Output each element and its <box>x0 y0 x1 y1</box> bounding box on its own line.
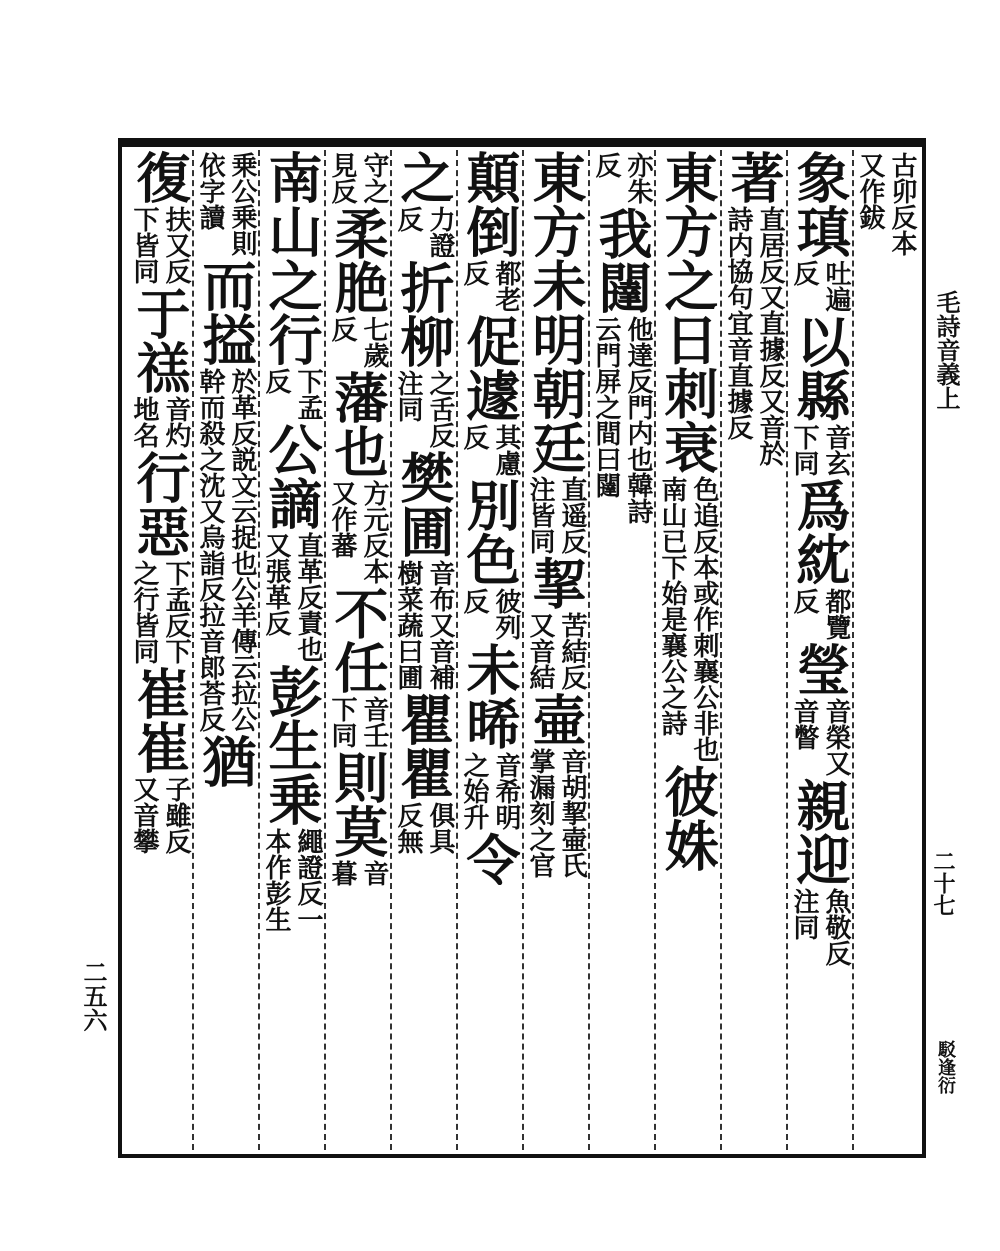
annotation-line: 下孟 <box>293 368 323 420</box>
headword: 未晞 <box>458 642 522 750</box>
annotation-line: 之始升 <box>459 752 489 830</box>
annotation-line: 下同 <box>327 696 357 748</box>
text-column <box>522 150 590 1150</box>
annotation-line: 掌漏刻之官 <box>525 748 555 878</box>
headword: 以縣 <box>788 314 852 422</box>
annotation-line: 下孟反下 <box>161 560 191 664</box>
annotation-line: 苦結反 <box>557 612 587 690</box>
annotation-line: 亦朱 <box>623 152 653 204</box>
running-header <box>926 150 966 1150</box>
annotation <box>789 424 851 476</box>
annotation <box>129 396 191 448</box>
annotation <box>789 698 851 776</box>
annotation-line: 音希明 <box>491 752 521 830</box>
headword: 于禚 <box>128 286 192 394</box>
headword: 樊圃 <box>392 450 456 558</box>
headword: 彼姝 <box>656 764 720 872</box>
annotation <box>393 206 455 258</box>
annotation-line: 之行皆同 <box>129 560 159 664</box>
annotation-line: 暮 <box>327 860 357 886</box>
headword: 不任 <box>326 586 390 694</box>
headword: 彭生乗 <box>260 664 324 826</box>
annotation-line: 反 <box>459 588 489 614</box>
annotation-line: 繩證反一 <box>293 828 323 932</box>
annotation <box>261 828 323 932</box>
headword: 而搤 <box>194 258 258 366</box>
annotation-line: 力證 <box>425 206 455 258</box>
annotation <box>789 588 851 640</box>
annotation-line: 下同 <box>789 424 819 476</box>
annotation <box>129 776 191 854</box>
annotation-line: 音胡挈壷氏 <box>557 748 587 878</box>
annotation <box>591 152 653 204</box>
annotation-line: 反 <box>459 424 489 450</box>
headword: 我闥 <box>590 206 654 314</box>
annotation-line: 反 <box>789 588 819 614</box>
annotation-line: 於革反説文云捉也公羊傳云拉公 <box>227 368 257 732</box>
annotation <box>525 612 587 690</box>
annotation-line: 反 <box>459 260 489 286</box>
annotation-line: 彼列 <box>491 588 521 640</box>
annotation <box>657 476 719 762</box>
annotation-line: 注皆同 <box>525 476 555 554</box>
annotation <box>327 152 389 204</box>
annotation-line: 又作蕃 <box>327 480 357 558</box>
annotation <box>789 888 851 966</box>
corner-mark: 駁逢衍 <box>935 1040 956 1094</box>
annotation <box>459 752 521 830</box>
annotation-line: 本作彭生 <box>261 828 291 932</box>
headword: 東方未明朝廷 <box>524 150 588 474</box>
annotation <box>327 860 389 886</box>
annotation <box>789 260 851 312</box>
annotation <box>723 206 785 466</box>
headword: 瞿瞿 <box>392 692 456 800</box>
text-column <box>324 150 392 1150</box>
annotation <box>261 532 323 662</box>
annotation-line: 云門屏之間曰闥 <box>591 316 621 498</box>
text-column <box>456 150 524 1150</box>
text-column <box>588 150 656 1150</box>
annotation-line: 又音攀 <box>129 776 159 854</box>
headword: 壷 <box>524 692 588 746</box>
leaf-number: 二十七 <box>930 850 956 916</box>
headword: 柔脃 <box>326 206 390 314</box>
annotation-line: 地名 <box>129 396 159 448</box>
headword: 之 <box>392 150 456 204</box>
annotation-line: 音玄 <box>821 424 851 476</box>
annotation-line: 樹菜蔬曰圃 <box>393 560 423 690</box>
annotation-line: 下皆同 <box>129 206 159 284</box>
text-column <box>258 150 326 1150</box>
headword: 藩也 <box>326 370 390 478</box>
annotation <box>459 424 521 476</box>
annotation-line: 依字讀 <box>195 152 225 230</box>
annotation <box>393 802 455 854</box>
headword: 崔崔 <box>128 666 192 774</box>
headword: 行惡 <box>128 450 192 558</box>
annotation-line: 音灼 <box>161 396 191 448</box>
annotation-line: 都覽 <box>821 588 851 640</box>
headword: 瑩 <box>788 642 852 696</box>
annotation-line: 吐遍 <box>821 260 851 312</box>
annotation <box>327 696 389 748</box>
annotation-line: 又張革反 <box>261 532 291 636</box>
annotation <box>327 480 389 584</box>
annotation-line: 又作鈸 <box>855 152 885 230</box>
text-column <box>654 150 722 1150</box>
annotation-line: 色追反本或作刺襄公非也 <box>689 476 719 762</box>
headword: 令 <box>458 832 522 886</box>
annotation-line: 見反 <box>327 152 357 204</box>
annotation-line: 音壬 <box>359 696 389 748</box>
annotation-line: 乗公乗則 <box>227 152 257 256</box>
text-column <box>786 150 854 1150</box>
annotation-line: 直革反責也 <box>293 532 323 662</box>
text-column <box>720 150 788 1150</box>
annotation-line: 注同 <box>393 370 423 422</box>
annotation-line: 扶又反 <box>161 206 191 284</box>
annotation-line: 詩内協句宜音直據反 <box>723 206 753 440</box>
annotation-line: 反 <box>591 152 621 178</box>
headword: 著 <box>722 150 786 204</box>
headword: 爲紞 <box>788 478 852 586</box>
headword: 親迎 <box>788 778 852 886</box>
annotation-line: 反 <box>327 316 357 342</box>
headword: 則莫 <box>326 750 390 858</box>
headword: 折柳 <box>392 260 456 368</box>
annotation-line: 音瞥 <box>789 698 819 750</box>
headword: 東方之日刺衰 <box>656 150 720 474</box>
annotation-line: 幹而殺之沈又烏詣反拉音郎荅反 <box>195 368 225 732</box>
annotation-line: 七歲 <box>359 316 389 368</box>
annotation-line: 直居反又直據反又音於 <box>755 206 785 466</box>
annotation <box>591 316 653 524</box>
annotation <box>459 260 521 312</box>
annotation-line: 古卯反本 <box>887 152 917 256</box>
annotation-line: 其慮 <box>491 424 521 476</box>
annotation-line: 注同 <box>789 888 819 940</box>
text-column <box>192 150 260 1150</box>
annotation-line: 他達反門内也韓詩 <box>623 316 653 524</box>
text-column <box>852 150 920 1150</box>
annotation-line: 又音結 <box>525 612 555 690</box>
annotation-line: 音 <box>359 860 389 886</box>
annotation <box>525 476 587 554</box>
text-column <box>126 150 194 1150</box>
annotation <box>393 560 455 690</box>
annotation-line: 南山已下始是襄公之詩 <box>657 476 687 736</box>
annotation-line: 反 <box>261 368 291 394</box>
annotation-line: 都老 <box>491 260 521 312</box>
annotation <box>525 748 587 878</box>
annotation-line: 魚敬反 <box>821 888 851 966</box>
headword: 促遽 <box>458 314 522 422</box>
annotation <box>129 560 191 664</box>
annotation <box>195 152 257 256</box>
headword: 挈 <box>524 556 588 610</box>
annotation <box>459 588 521 640</box>
folio-number: 二五六 <box>79 960 108 1032</box>
annotation-line: 守之 <box>359 152 389 204</box>
headword: 南山之行 <box>260 150 324 366</box>
annotation <box>393 370 455 448</box>
headword: 象瑱 <box>788 150 852 258</box>
book-title: 毛詩音義上 <box>932 290 961 410</box>
headword: 公謫 <box>260 422 324 530</box>
annotation <box>129 206 191 284</box>
annotation-line: 子雖反 <box>161 776 191 854</box>
annotation-line: 音榮又 <box>821 698 851 776</box>
headword: 顛倒 <box>458 150 522 258</box>
annotation-line: 反 <box>393 206 423 232</box>
annotation <box>261 368 323 420</box>
annotation <box>855 152 917 256</box>
annotation-line: 音布又音補 <box>425 560 455 690</box>
headword: 復 <box>128 150 192 204</box>
annotation-line: 直遥反 <box>557 476 587 554</box>
annotation-line: 反無 <box>393 802 423 854</box>
headword: 別色 <box>458 478 522 586</box>
annotation <box>327 316 389 368</box>
annotation-line: 俱具 <box>425 802 455 854</box>
annotation-line: 之舌反 <box>425 370 455 448</box>
headword: 猶 <box>194 734 258 788</box>
annotation-line: 方元反本 <box>359 480 389 584</box>
text-column <box>390 150 458 1150</box>
annotation-line: 反 <box>789 260 819 286</box>
annotation <box>195 368 257 732</box>
